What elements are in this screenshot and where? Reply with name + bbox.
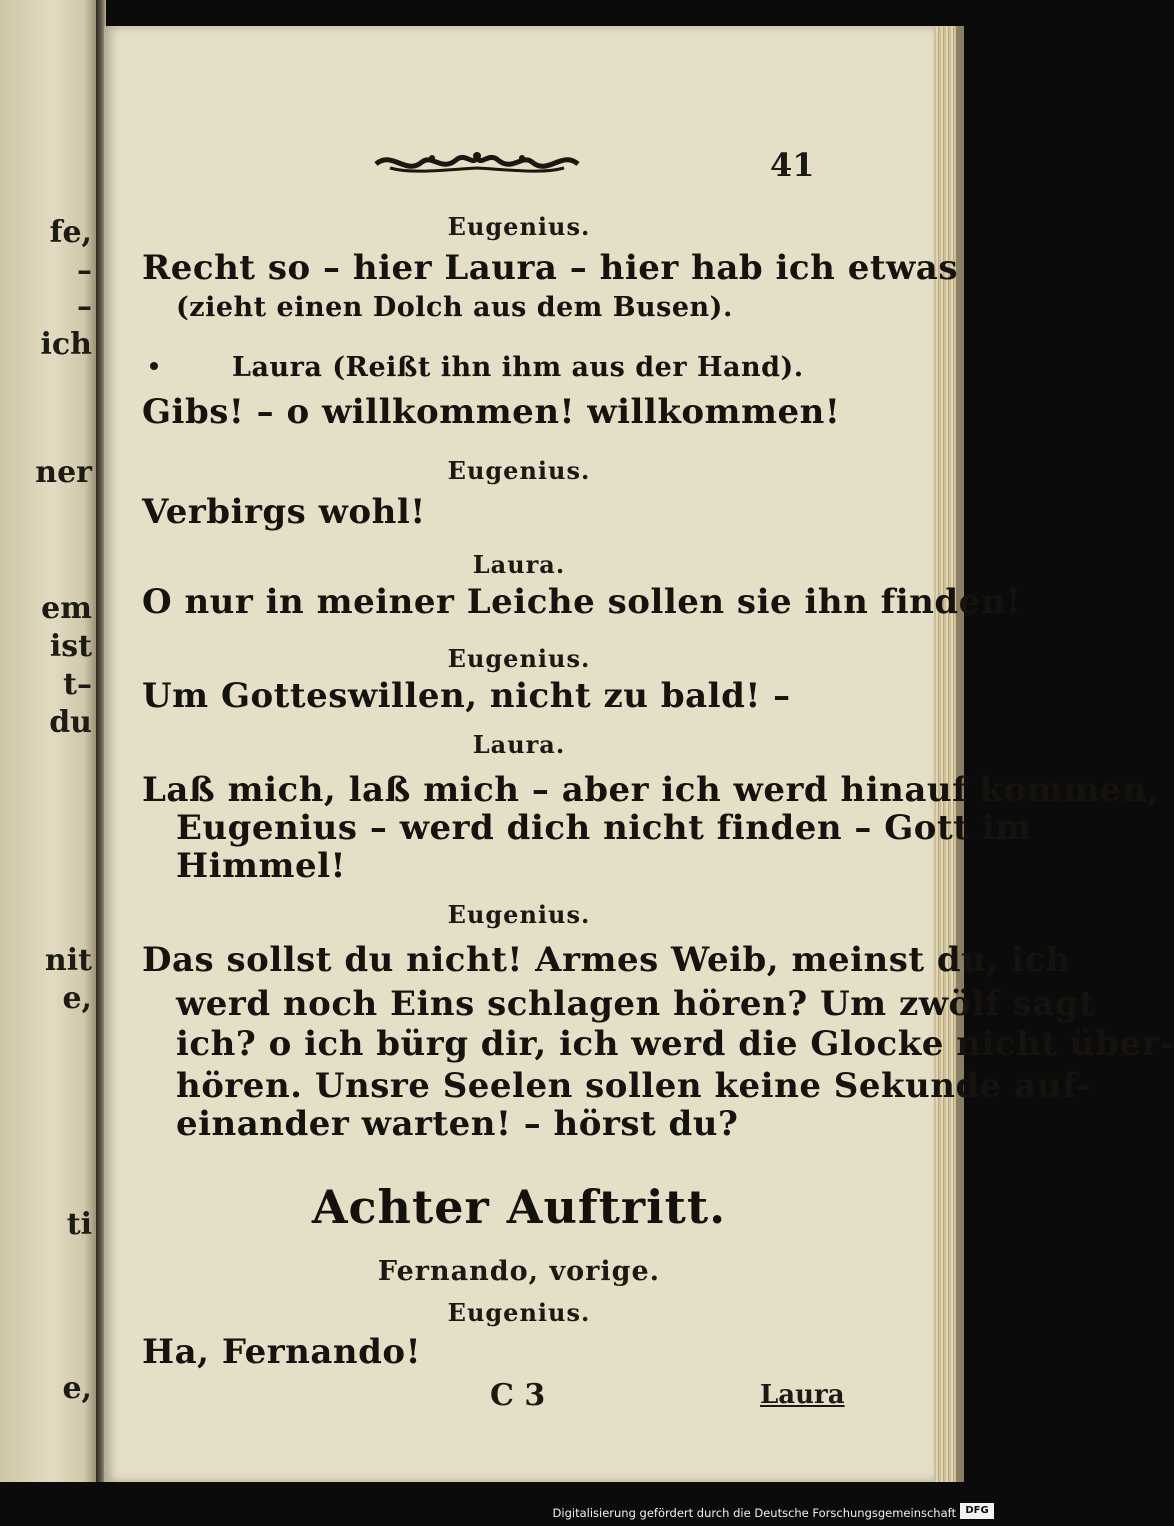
text-line: Laß mich, laß mich – aber ich werd hinauf kommen, [142, 770, 1160, 810]
left-page-fragment: du [49, 705, 92, 740]
left-page-fragment: ist [49, 629, 92, 664]
left-page-fragment: fe, [49, 215, 92, 250]
text-line: Gibs! – o willkommen! willkommen! [142, 392, 841, 432]
left-page-fragment: t– [63, 667, 92, 702]
left-page-fragment: e, [62, 981, 92, 1016]
scene-persons: Fernando, vorige. [377, 1256, 661, 1287]
left-page-fragment: ti [66, 1207, 92, 1242]
speaker-label: Eugenius. [447, 900, 591, 929]
scene-title: Achter Auftritt. [311, 1180, 727, 1234]
speaker-label: Eugenius. [447, 1298, 591, 1327]
speaker-label: Eugenius. [447, 212, 591, 241]
page-edges-shadow [956, 26, 964, 1482]
speaker-label: Eugenius. [447, 644, 591, 673]
text-line: Um Gotteswillen, nicht zu bald! – [142, 676, 791, 716]
left-page-fragment: e, [62, 1371, 92, 1406]
speaker-label: Laura. [472, 730, 566, 759]
speaker-stage-direction: Laura (Reißt ihn ihm aus der Hand). [232, 352, 804, 383]
page-number: 41 [770, 146, 815, 184]
text-line: Das sollst du nicht! Armes Weib, meinst du, ich [142, 940, 1071, 980]
page-edges [934, 26, 956, 1482]
left-page-fragment: em [41, 591, 92, 626]
left-page [0, 0, 96, 1482]
left-page-fragment: – [77, 253, 92, 288]
text-line: O nur in meiner Leiche sollen sie ihn finden! [142, 582, 1022, 622]
left-page-fragment: ich [40, 327, 92, 362]
speaker-label: Eugenius. [447, 456, 591, 485]
text-line: Recht so – hier Laura – hier hab ich etwas [142, 248, 958, 288]
text-line: Eugenius – werd dich nicht finden – Gott im [176, 808, 1032, 848]
text-line: werd noch Eins schlagen hören? Um zwölf sagt [176, 984, 1096, 1024]
stage-direction: (zieht einen Dolch aus dem Busen). [176, 292, 733, 323]
text-line: Verbirgs wohl! [142, 492, 426, 532]
bullet-mark [150, 362, 158, 370]
speaker-label: Laura. [472, 550, 566, 579]
text-line: einander warten! – hörst du? [176, 1104, 739, 1144]
dfg-logo: DFG [960, 1503, 994, 1519]
text-line: hören. Unsre Seelen sollen keine Sekunde auf- [176, 1066, 1091, 1106]
funding-credit: Digitalisierung gefördert durch die Deutsche Forschungsgemeinschaft [552, 1506, 956, 1520]
signature-mark: C 3 [490, 1378, 546, 1413]
left-page-fragment: nit [44, 943, 92, 978]
left-page-fragment: – [77, 289, 92, 324]
ornament-headpiece [372, 146, 582, 180]
text-line: Ha, Fernando! [142, 1332, 421, 1372]
text-line: ich? o ich bürg dir, ich werd die Glocke nicht über- [176, 1024, 1174, 1064]
left-page-fragment: ner [35, 455, 92, 490]
catchword: Laura [760, 1380, 845, 1410]
text-line: Himmel! [176, 846, 346, 886]
